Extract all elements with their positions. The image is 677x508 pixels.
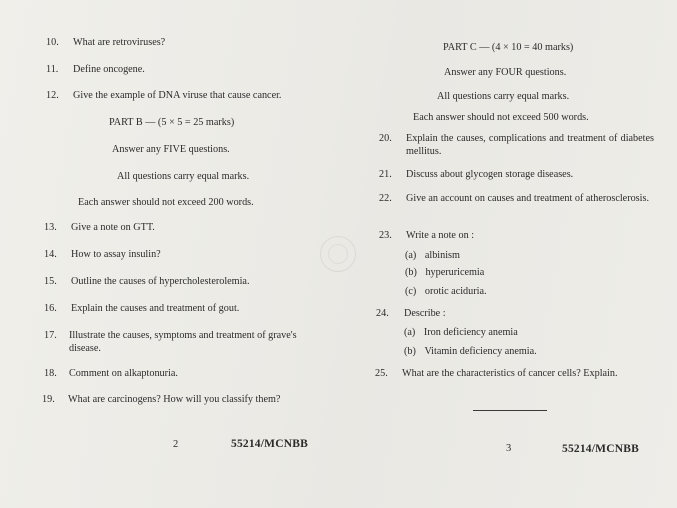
subitem-label: (b) [404,346,416,357]
question-text: Give a note on GTT. [71,222,155,233]
question-number: 11. [46,64,59,75]
part-c-equal-marks: All questions carry equal marks. [437,91,570,102]
subitem-24a [404,327,518,339]
subitem-23b [405,267,484,279]
question-text: Discuss about glycogen storage diseases. [406,169,574,180]
subitem-label: (a) [404,327,416,338]
question-text: Explain the causes and treatment of gout. [71,303,240,314]
question-number: 15. [44,276,57,287]
question-number: 22. [379,193,392,204]
subitem-label: (a) [405,250,417,261]
question-text: Outline the causes of hypercholesterolemia. [71,276,250,287]
subitem-text: hyperuricemia [425,267,485,278]
question-number: 21. [379,169,392,180]
part-c-heading: PART C — (4 × 10 = 40 marks) [443,42,574,53]
subitem-24b [404,346,537,358]
question-number: 14. [44,249,57,260]
question-text: Illustrate the causes, symptoms and treatment of grave's disease. [69,330,297,354]
right-page [340,0,677,508]
question-number: 10. [46,37,59,48]
subitem-23a [405,250,460,262]
subitem-label: (b) [405,267,417,278]
subitem-23c [405,286,487,298]
page-number: 3 [506,443,512,454]
question-text: What are the characteristics of cancer cells? Explain. [402,368,618,379]
question-text: Comment on alkaptonuria. [69,368,178,379]
question-text: What are retroviruses? [73,37,166,48]
subitem-text: orotic aciduria. [424,286,487,297]
question-number: 13. [44,222,57,233]
paper-code: 55214/MCNBB [231,438,308,450]
subitem-text: Vitamin deficiency anemia. [424,346,537,357]
question-text: Give an account on causes and treatment of atherosclerosis. [406,193,649,204]
part-c-instruction: Answer any FOUR questions. [444,67,567,78]
page-number: 2 [173,439,179,450]
question-number: 12. [46,90,59,101]
part-c-word-limit: Each answer should not exceed 500 words. [413,112,589,123]
part-b-word-limit: Each answer should not exceed 200 words. [78,197,254,208]
question-number: 20. [379,133,392,144]
subitem-text: albinism [424,250,460,261]
question-text: How to assay insulin? [71,249,161,260]
part-b-heading: PART B — (5 × 5 = 25 marks) [109,117,235,128]
question-text: What are carcinogens? How will you classify them? [68,394,281,405]
question-number: 17. [44,330,57,341]
paper-code: 55214/MCNBB [562,443,639,455]
question-number: 23. [379,230,392,241]
question-number: 16. [44,303,57,314]
end-rule [473,410,547,411]
question-text: Define oncogene. [73,64,145,75]
part-b-instruction: Answer any FIVE questions. [112,144,230,155]
question-text: Describe : [404,308,446,319]
part-b-equal-marks: All questions carry equal marks. [117,171,250,182]
question-text: Give the example of DNA viruse that cause cancer. [73,90,282,101]
question-number: 24. [376,308,389,319]
question-number: 18. [44,368,57,379]
subitem-text: Iron deficiency anemia [423,327,518,338]
question-number: 19. [42,394,55,405]
question-number: 25. [375,368,388,379]
question-text: Write a note on : [406,230,475,241]
question-text: Explain the causes, complications and treatment of diabetes mellitus. [406,133,654,157]
subitem-label: (c) [405,286,417,297]
